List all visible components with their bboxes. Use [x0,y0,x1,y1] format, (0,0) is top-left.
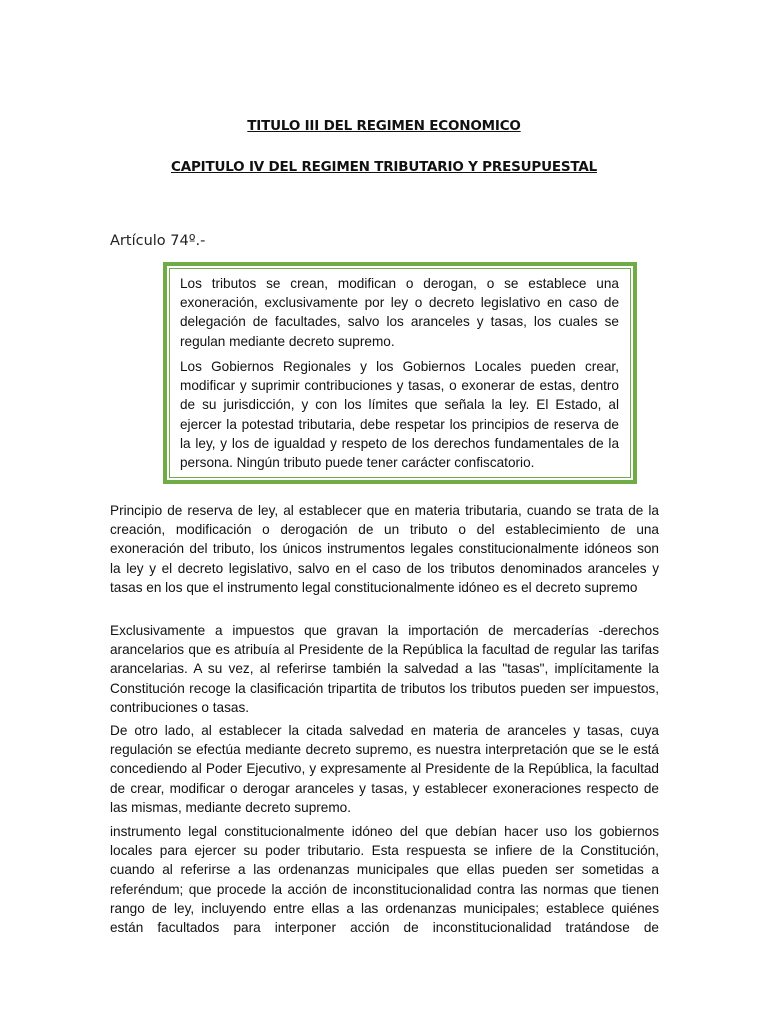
chapter-title: CAPITULO IV DEL REGIMEN TRIBUTARIO Y PRESUPUESTAL [171,159,597,175]
page-title: TITULO III DEL REGIMEN ECONOMICO [247,118,521,134]
article-paragraph-1: Los tributos se crean, modifican o derogan, o se establece una exoneración, exclusivamente por ley o decreto legislativo en caso de delegación de facultades, salvo los aranceles y tasas, los cuales se regulan mediante decreto supremo. [180,276,619,349]
body-paragraph: Principio de reserva de ley, al establecer que en materia tributaria, cuando se trata de la creación, modificación o derogación de un tributo o del establecimiento de una exoneración del tributo, los únicos instrumentos legales constitucionalmente idóneos son la ley y el decreto legislativo, salvo en el caso de los tributos denominados aranceles y tasas en los que el instrumento legal constitucionalmente idóneo es el decreto supremo [110,503,659,595]
body-paragraph: instrumento legal constitucionalmente idóneo del que debían hacer uso los gobiernos locales para ejercer su poder tributario. Esta respuesta se infiere de la Constitución, cuando al referirse a las ordenanzas municipales que ellas pueden ser sometidas a referéndum; que procede la acción de inconstitucionalidad contra las normas que tienen rango de ley, incluyendo entre ellas a las ordenanzas municipales; establece quiénes están facultados para interponer acción de inconstitucionalidad tratándose de [110,824,659,936]
article-label: Artículo 74º.- [110,233,206,249]
body-paragraph: De otro lado, al establecer la citada salvedad en materia de aranceles y tasas, cuya regulación se efectúa mediante decreto supremo, es nuestra interpretación que se le está concediendo al Poder Ejecutivo, y expresamente al Presidente de la República, la facultad de crear, modificar o derogar aranceles y tasas, y establecer exoneraciones respecto de las mismas, mediante decreto supremo. [110,723,659,815]
body-paragraph: Exclusivamente a impuestos que gravan la importación de mercaderías -derechos arancelarios que es atribuía al Presidente de la República la facultad de regular las tarifas arancelarias. A su vez, al referirse también la salvedad a las "tasas", implícitamente la Constitución recoge la clasificación tripartita de tributos los tributos pueden ser impuestos, contribuciones o tasas. [110,623,659,715]
article-paragraph-2: Los Gobiernos Regionales y los Gobiernos Locales pueden crear, modificar y suprimir contribuciones y tasas, o exonerar de estas, dentro de su jurisdicción, y con los límites que señala la ley. El Estado, al ejercer la potestad tributaria, debe respetar los principios de reserva de la ley, y los de igualdad y respeto de los derechos fundamentales de la persona. Ningún tributo puede tener carácter confiscatorio. [180,359,619,471]
